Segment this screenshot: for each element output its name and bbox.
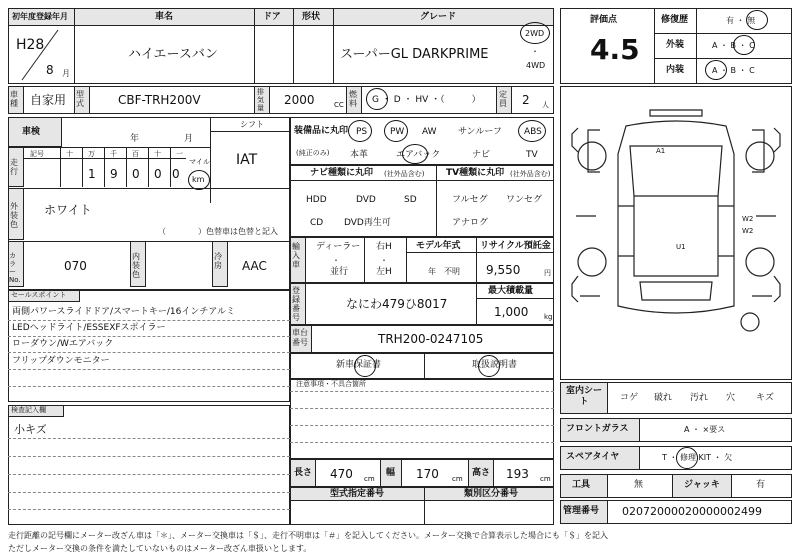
reg-label: 初年度登録年月 — [12, 12, 68, 21]
color-no-value: 070 — [64, 259, 87, 273]
tools-label: 工具 — [572, 480, 591, 490]
use-label: 車種 — [10, 90, 18, 108]
doc-warranty-circle — [354, 355, 376, 377]
shift-label: シフト — [240, 120, 264, 129]
sheet-option-kizu: キズ — [756, 393, 774, 403]
car-name: ハイエースバン — [128, 47, 218, 62]
import-right: 右H — [376, 242, 392, 252]
width-value: 170 — [416, 467, 439, 481]
door-label: ドア — [263, 12, 281, 22]
mileage-label: 走行 — [10, 158, 18, 176]
diagram-label-w2: W2 — [742, 227, 754, 235]
header-label-row — [8, 8, 554, 26]
type-label: 型式指定番号 — [330, 489, 385, 499]
equip-sunroof: サンルーフ — [458, 127, 502, 137]
length-label: 長さ — [294, 468, 313, 478]
unit-km-circle — [188, 170, 210, 190]
recycle-unit: 円 — [544, 269, 551, 277]
fuel-label: 燃料 — [349, 90, 357, 108]
tv-sub: (社外品含む) — [510, 170, 551, 178]
color-no-label: カラーNo. — [9, 252, 21, 284]
mileage-digit-1: 1 — [88, 167, 96, 181]
doc-manual-circle — [478, 355, 500, 377]
sales-points-label: セールスポイント — [11, 291, 67, 299]
length-value: 470 — [330, 467, 353, 481]
navi-dvd-play: DVD再生可 — [344, 218, 391, 228]
width-label: 幅 — [386, 468, 396, 478]
sales-point-line: LEDヘッドライト/ESSEXFスポイラー — [12, 323, 166, 333]
sales-point-line: ローダウン/Wエアバック — [12, 339, 114, 349]
equip-airbag-circle — [402, 144, 428, 164]
import-dot: ・ — [332, 256, 340, 265]
evaluation-label: 評価点 — [590, 15, 618, 25]
equipment-sub: (純正のみ) — [296, 149, 330, 157]
digit-label-10man: 十 — [66, 150, 73, 158]
mileage-digit-4: 0 — [154, 167, 162, 181]
jack-label: ジャッキ — [684, 480, 720, 490]
inspection-notes-section — [8, 405, 290, 525]
reg-era: H28 — [16, 37, 45, 53]
chassis-value: TRH200-0247105 — [378, 332, 484, 346]
load-value: 1,000 — [494, 305, 529, 319]
recycle-label: リサイクル預託金 — [480, 241, 551, 251]
footer-line1: 走行距離の記号欄にメーター改ざん車は「＊」、メーター交換車は「＄」、走行不明車は「＃」を記入してください。メーター交換で合算表示した場合にも「＄」を記入 — [8, 531, 608, 540]
digit-label-jyu: 十 — [154, 150, 161, 158]
tv-fullseg: フルセグ — [452, 195, 488, 205]
mgmt-value: 02072000020000002499 — [622, 505, 762, 518]
notes-label: 注意事項・不具合箇所 — [296, 380, 366, 388]
capacity-label: 定員 — [499, 90, 507, 108]
navi-label: ナビ種類に丸印 — [310, 168, 374, 178]
navi-sd: SD — [404, 195, 417, 205]
cooler-label: 冷房 — [214, 252, 222, 270]
navi-cd: CD — [310, 218, 324, 228]
import-left: 左H — [376, 267, 392, 277]
height-value: 193 — [506, 467, 529, 481]
doc-warranty: 新車保証書 — [336, 360, 382, 370]
model-label: 型式 — [76, 90, 84, 108]
unit-km: km — [192, 175, 205, 184]
inspection-month: 月 — [184, 134, 194, 144]
drive-2wd-circle — [520, 22, 550, 44]
jack-value: 有 — [756, 480, 766, 490]
footer-line2: ただしメーター交換の条件を満たしていないものはメーター改ざん車扱いとします。 — [8, 544, 312, 553]
tv-label: TV種類に丸印 — [446, 168, 505, 178]
equip-airbag: エアバック — [396, 150, 441, 160]
mileage-digit-5: 0 — [172, 167, 180, 181]
equip-tv: TV — [526, 150, 538, 160]
class-label: 類別区分番号 — [464, 489, 519, 499]
digit-label-mark: 記号 — [30, 150, 44, 158]
sheet-option-yabure: 破れ — [654, 393, 673, 403]
sheet-option-yogore: 汚れ — [690, 393, 709, 403]
model-year-label: モデル年式 — [416, 241, 461, 251]
height-label: 高さ — [472, 468, 491, 478]
chassis-label: 車台番号 — [292, 328, 308, 347]
color-note: （ ）色替車は色替と記入 — [158, 227, 278, 236]
capacity: 2 — [522, 93, 530, 107]
interior-a-circle — [705, 60, 727, 80]
navi-sub: (社外品含む) — [384, 170, 425, 178]
import-dealer: ディーラー — [316, 242, 361, 252]
car-diagram — [560, 86, 792, 380]
capacity-unit: 人 — [542, 101, 549, 109]
height-unit: cm — [540, 475, 551, 483]
color-label: 外装色 — [10, 202, 18, 229]
equip-abs-circle — [518, 120, 546, 142]
disp-label: 排気量 — [257, 88, 264, 112]
inspection-notes-label: 検査記入欄 — [11, 406, 46, 414]
equip-pw-circle — [384, 120, 408, 142]
load-unit: kg — [544, 313, 553, 321]
repair-label: 修復歴 — [661, 15, 689, 25]
car-name-label: 車名 — [155, 12, 174, 22]
reg-month: 8 — [46, 63, 54, 77]
color-value: ホワイト — [44, 203, 92, 217]
exterior-options: A ・ B ・ C — [712, 41, 755, 50]
sheet-option-ana: 穴 — [726, 393, 736, 403]
unit-mile: マイル — [189, 158, 210, 166]
spare-options: T ・ 修理 KIT ・ 欠 — [662, 453, 733, 462]
diagram-label-a1: A1 — [656, 147, 666, 155]
digit-label-man: 万 — [88, 150, 95, 158]
equip-abs: ABS — [524, 127, 542, 137]
navi-dvd: DVD — [356, 195, 376, 205]
inspection-year: 年 — [130, 134, 140, 144]
load-label: 最大積載量 — [488, 286, 534, 296]
import-parallel: 並行 — [330, 267, 349, 277]
fuel-options: G ・ D ・ HV ・（ ） — [372, 95, 481, 105]
interior-sheet-label: 室内シート — [566, 386, 603, 407]
registration-value: なにわ479ひ8017 — [346, 297, 448, 311]
use-value: 自家用 — [30, 93, 67, 107]
equip-pw: PW — [390, 127, 405, 137]
displacement: 2000 — [284, 93, 315, 107]
equip-ps: PS — [356, 127, 368, 137]
import-label: 輸入車 — [292, 242, 300, 269]
tv-oneseg: ワンセグ — [506, 195, 543, 205]
model-year-value: 年 不明 — [428, 267, 460, 276]
evaluation-score: 4.5 — [590, 33, 640, 66]
sheet-option-koge: コゲ — [620, 393, 639, 403]
drive-2wd: 2WD — [525, 29, 545, 38]
digit-label-sen: 千 — [110, 150, 117, 158]
doc-manual: 取扱説明書 — [472, 360, 518, 370]
digit-label-hyaku: 百 — [132, 150, 139, 158]
inspection-label: 車検 — [22, 127, 41, 137]
tv-analog: アナログ — [452, 218, 489, 228]
inspection-notes-value: 小キズ — [14, 423, 47, 436]
reg-month-unit: 月 — [62, 69, 70, 78]
equip-ps-circle — [348, 120, 372, 142]
glass-label: フロントガラス — [566, 424, 629, 434]
grade-label: グレード — [420, 12, 457, 22]
model-value: CBF-TRH200V — [118, 93, 201, 107]
grade-value: スーパーGL DARKPRIME — [340, 47, 489, 62]
cooler-value: AAC — [242, 259, 267, 273]
width-unit: cm — [452, 475, 463, 483]
interior-label: 内装 — [666, 65, 685, 75]
repair-options: 有 ・ 無 — [726, 16, 756, 25]
exterior-b-circle — [733, 35, 755, 55]
sales-point-line: フリップダウンモニター — [12, 356, 110, 366]
disp-unit: CC — [334, 101, 344, 109]
equip-navi: ナビ — [472, 150, 491, 160]
length-unit: cm — [364, 475, 375, 483]
diagram-label-u1: U1 — [676, 243, 686, 251]
registration-label: 登録番号 — [292, 286, 300, 322]
exterior-label: 外装 — [666, 40, 685, 50]
sales-point-line: 両側パワースライドドア/スマートキー/16インチアルミ — [12, 307, 235, 317]
import-dot: ・ — [380, 256, 388, 265]
mileage-digit-3: 0 — [132, 167, 140, 181]
fuel-g-circle — [366, 88, 388, 110]
interior-color-label: 内装色 — [132, 252, 140, 279]
mileage-digit-2: 9 — [110, 167, 118, 181]
spare-label: スペアタイヤ — [566, 452, 620, 462]
shape-label: 形状 — [302, 12, 321, 22]
equip-leather: 本革 — [350, 150, 369, 160]
drive-4wd: 4WD — [526, 61, 546, 70]
interior-options: A ・ B ・ C — [712, 66, 755, 75]
tools-value: 無 — [634, 480, 644, 490]
recycle-value: 9,550 — [486, 263, 521, 277]
shift-value: IAT — [236, 152, 258, 168]
diagram-label-w2: W2 — [742, 215, 754, 223]
mgmt-label: 管理番号 — [563, 506, 600, 516]
digit-label-ichi: 一 — [176, 150, 183, 158]
navi-hdd: HDD — [306, 195, 327, 205]
spare-kit-circle — [676, 447, 698, 469]
equipment-label: 装備品に丸印 — [294, 126, 349, 136]
equip-aw: AW — [422, 127, 437, 137]
glass-options: A ・ ×要ス — [684, 425, 726, 434]
drive-dot: ・ — [531, 47, 539, 56]
repair-none-circle — [746, 10, 768, 30]
